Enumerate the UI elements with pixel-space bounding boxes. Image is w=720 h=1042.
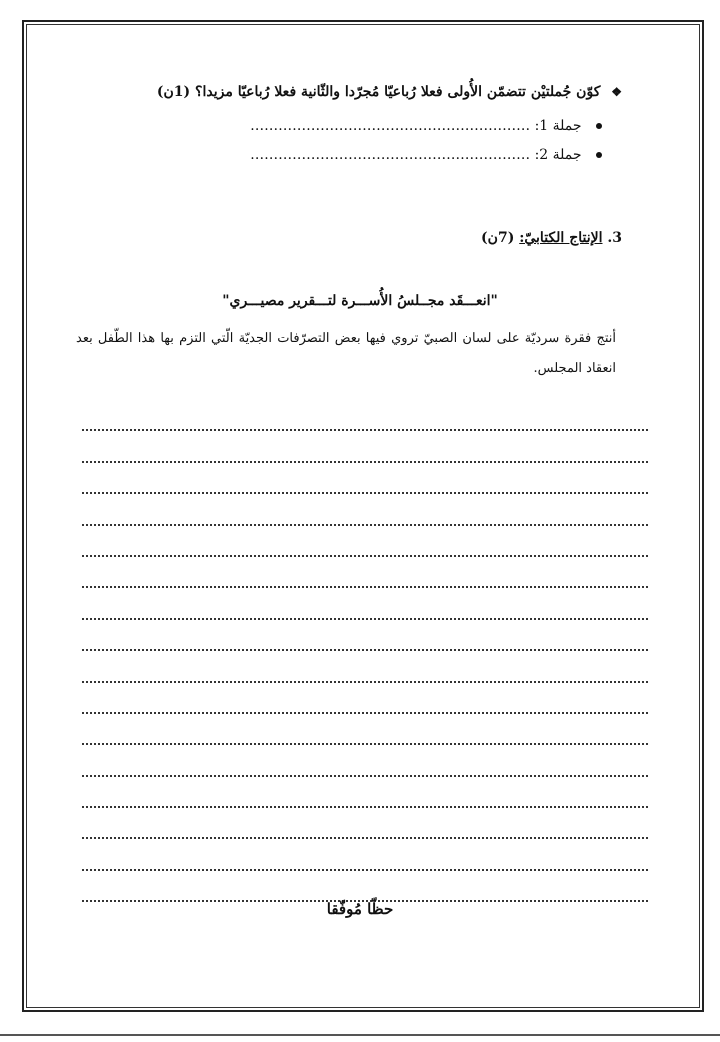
- writing-line[interactable]: [82, 463, 648, 494]
- writing-line[interactable]: [82, 871, 648, 902]
- section-points: (7ن): [481, 230, 515, 246]
- writing-line[interactable]: [82, 557, 648, 588]
- writing-line[interactable]: [82, 714, 648, 745]
- bullet-icon: [596, 123, 602, 129]
- writing-line[interactable]: [82, 526, 648, 557]
- sentence-1-answer-line[interactable]: ……………………………………………………: [250, 118, 531, 134]
- writing-line[interactable]: [82, 494, 648, 525]
- writing-line[interactable]: [82, 777, 648, 808]
- writing-topic: "انعـــقَد مجــلسُ الأُســـرة لتـــقرير مصيـــري": [222, 293, 498, 309]
- sentence-1-row: [250, 118, 602, 134]
- writing-line[interactable]: [82, 745, 648, 776]
- sentence-2-row: [250, 147, 602, 163]
- sentence-2-label: جملة 2:: [534, 147, 582, 163]
- section-title: الإنتاج الكتابيّ:: [519, 230, 603, 246]
- writing-line[interactable]: [82, 839, 648, 870]
- sentence-1-label: جملة 1:: [534, 118, 582, 134]
- section-heading: [481, 230, 622, 246]
- writing-line[interactable]: [82, 808, 648, 839]
- bullet-icon: [596, 152, 602, 158]
- writing-line[interactable]: [82, 588, 648, 619]
- question-prompt: [157, 84, 622, 100]
- writing-line[interactable]: [82, 431, 648, 462]
- writing-instruction: أنتج فقرة سرديّة على لسان الصبيّ تروي فيها بعض التصرّفات الجديّة الّتي التزم بها هذا الطّفل بعد انعقاد المجلس.: [76, 331, 616, 376]
- writing-line[interactable]: [82, 620, 648, 651]
- writing-line[interactable]: [82, 683, 648, 714]
- page-bottom-rule: [0, 1034, 720, 1036]
- writing-line[interactable]: [82, 651, 648, 682]
- writing-area[interactable]: [82, 400, 648, 902]
- question-text: كوّن جُملتيْن تتضمّن الأُولى فعلا رُباعيّا مُجرّدا والثّانية فعلا رُباعيّا مزيدا؟ (1ن): [156, 84, 601, 100]
- sentence-2-answer-line[interactable]: ……………………………………………………: [250, 147, 531, 163]
- writing-line[interactable]: [82, 400, 648, 431]
- section-number: 3.: [607, 230, 622, 246]
- diamond-bullet-icon: ❖: [611, 85, 622, 99]
- closing-wish: حظّا مُوفّقا: [326, 900, 394, 918]
